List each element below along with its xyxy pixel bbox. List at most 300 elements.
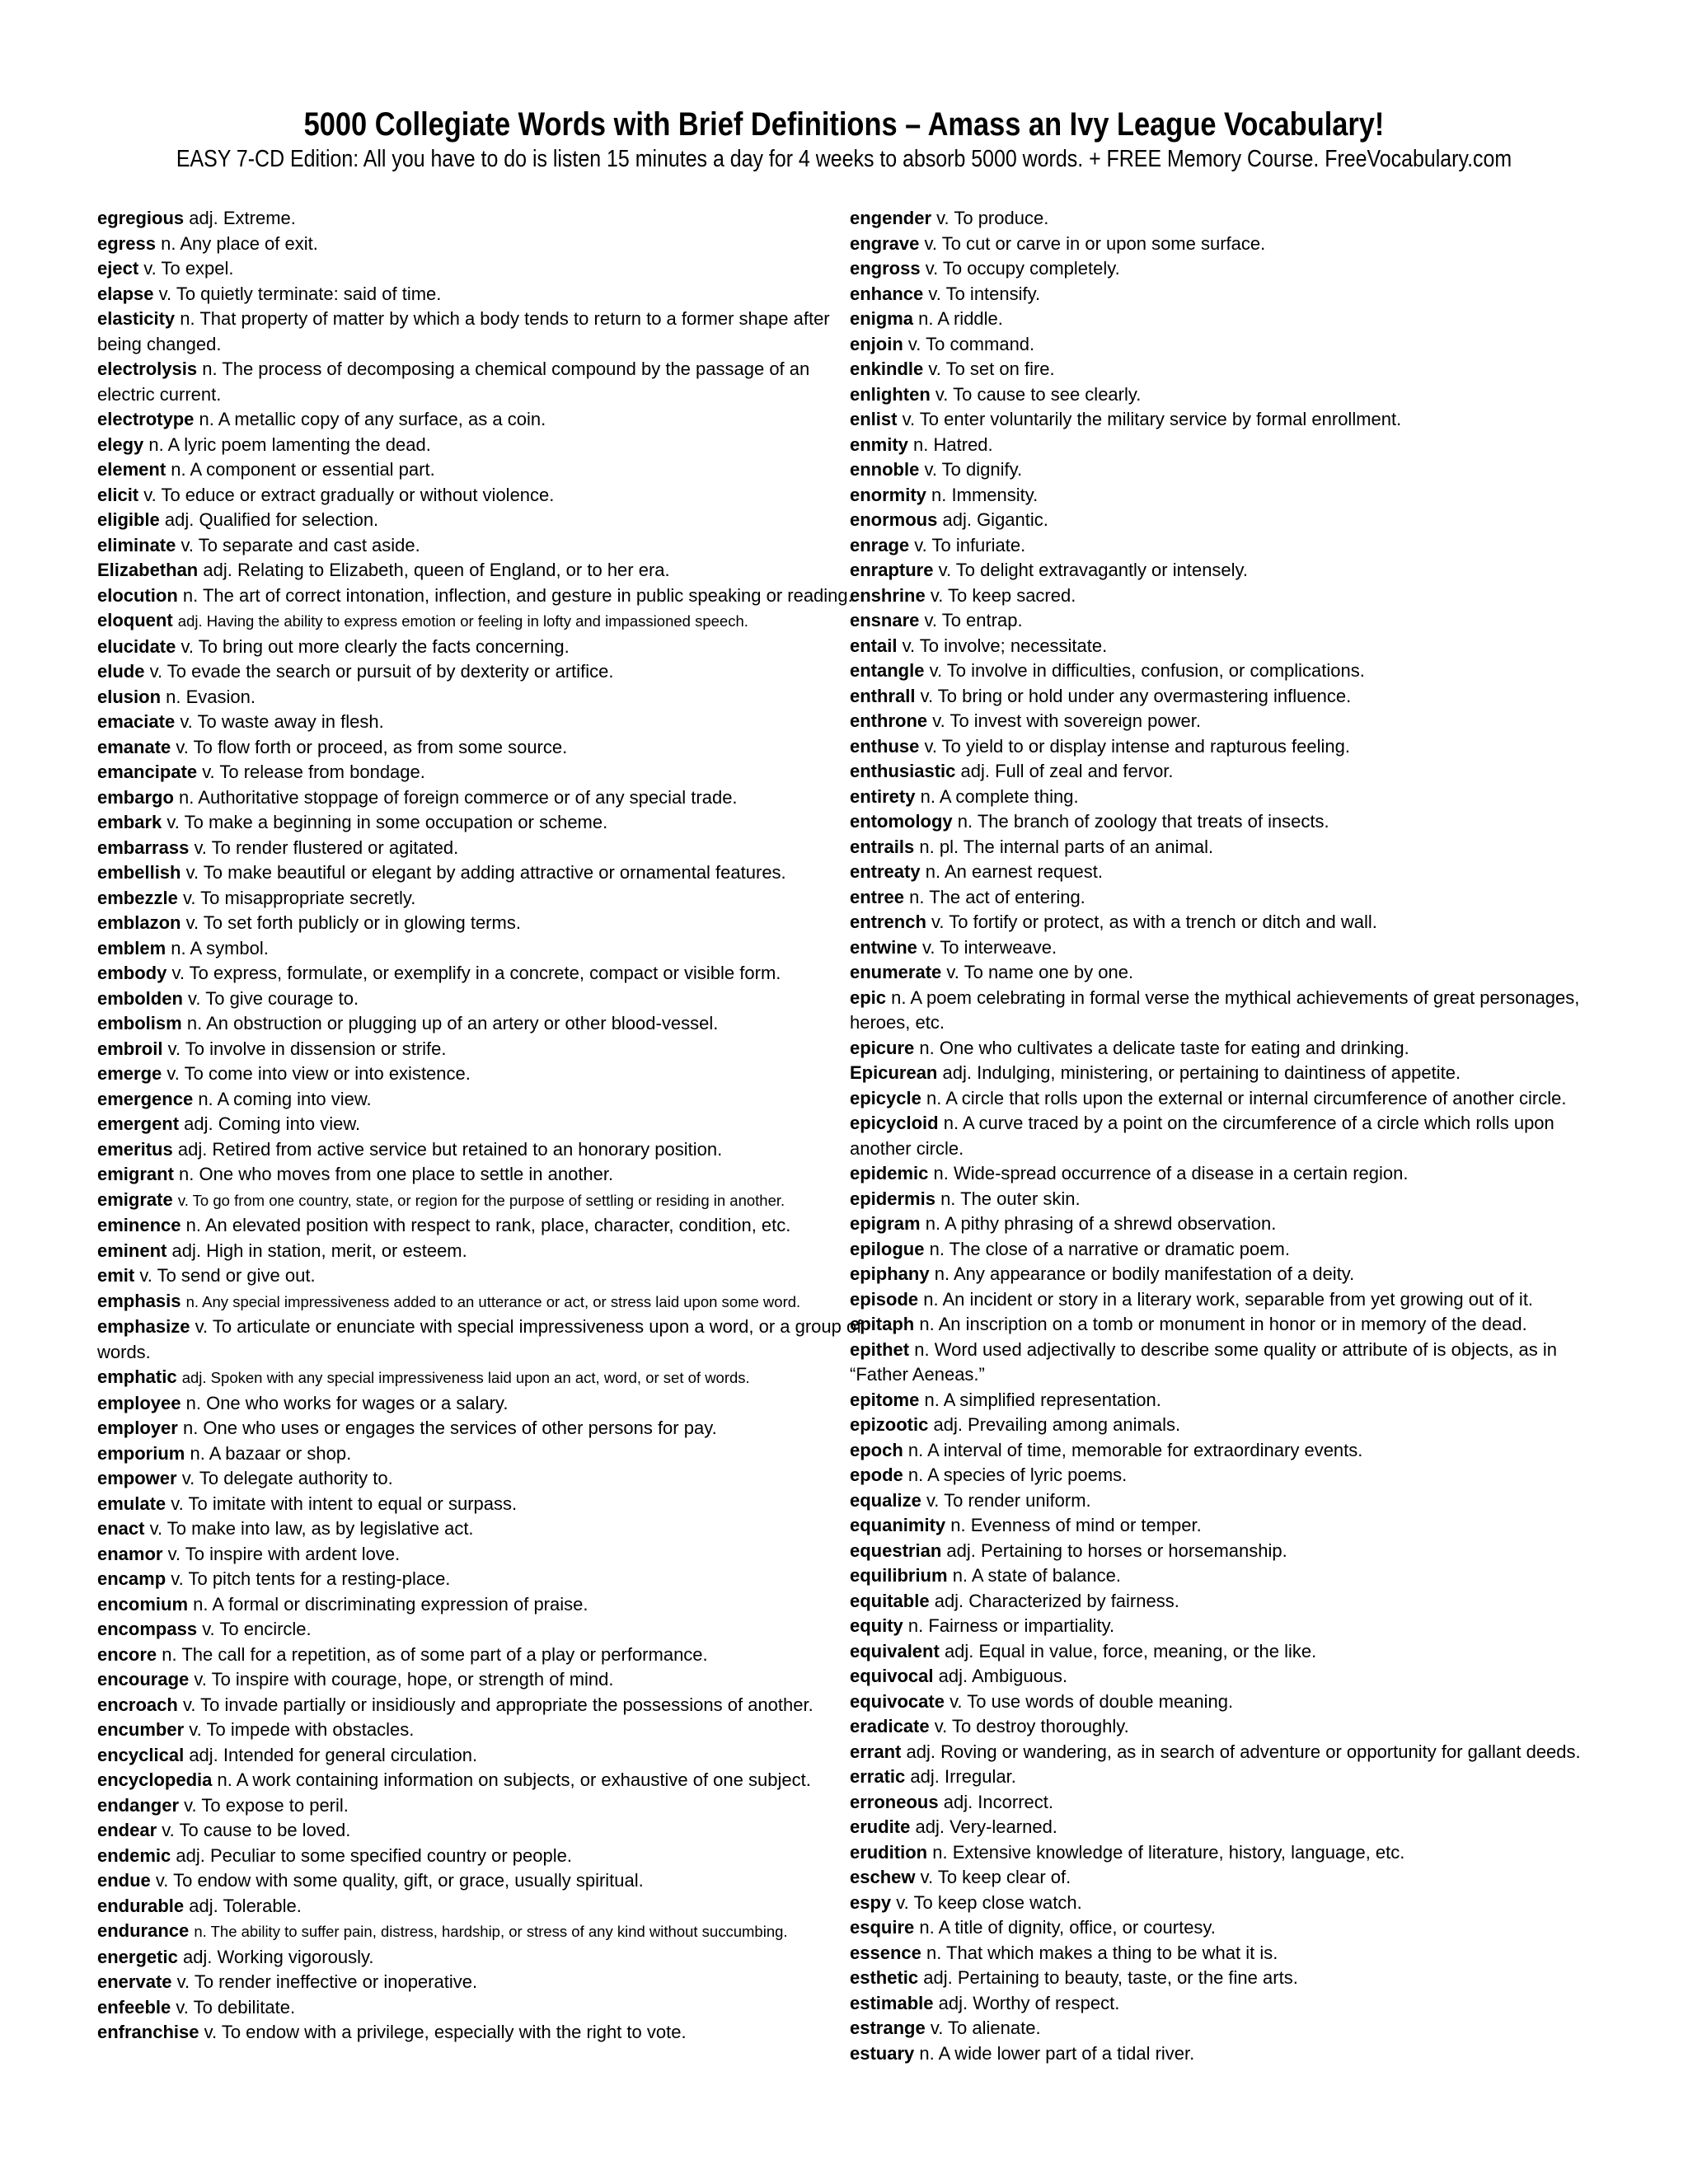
entry-word: enthrall xyxy=(850,685,916,706)
entry-definition: v. To set forth publicly or in glowing terms. xyxy=(185,912,521,933)
entry-definition: n. Any place of exit. xyxy=(161,232,318,254)
entry-definition: n. The branch of zoology that treats of insects. xyxy=(957,811,1329,832)
vocab-entry xyxy=(850,1790,1620,1816)
entry-definition: v. To educe or extract gradually or without violence. xyxy=(143,484,555,505)
entry-word: emigrant xyxy=(97,1164,174,1184)
entry-definition: v. To endow with some quality, gift, or grace, usually spiritual. xyxy=(155,1870,644,1891)
entry-definition: v. To invest with sovereign power. xyxy=(932,710,1201,731)
vocab-entry xyxy=(97,357,865,407)
entry-definition: n. The process of decomposing a chemical compound by the passage of an electric current. xyxy=(97,359,810,405)
entry-definition: n. Authoritative stoppage of foreign commerce or of any special trade. xyxy=(179,786,738,808)
entry-definition: n. The close of a narrative or dramatic poem. xyxy=(929,1238,1290,1259)
entry-word: electrolysis xyxy=(97,359,198,379)
vocab-entry xyxy=(850,809,1620,835)
entry-definition: n. One who works for wages or a salary. xyxy=(185,1392,509,1413)
entry-definition: adj. Characterized by fairness. xyxy=(934,1590,1179,1611)
right-column xyxy=(850,206,1620,2066)
entry-definition: adj. Pertaining to horses or horsemanship. xyxy=(946,1540,1287,1561)
vocab-entry xyxy=(97,1188,865,1214)
entry-word: entangle xyxy=(850,660,925,681)
entry-definition: v. To cut or carve in or upon some surface. xyxy=(924,232,1266,254)
vocab-entry xyxy=(97,1793,865,1819)
entry-word: erroneous xyxy=(850,1791,939,1812)
vocab-entry xyxy=(850,1639,1620,1665)
entry-definition: v. To render flustered or agitated. xyxy=(194,837,459,858)
entry-word: enormity xyxy=(850,484,926,505)
vocab-entry xyxy=(850,1413,1620,1438)
entry-word: enamor xyxy=(97,1543,163,1564)
entry-word: embroil xyxy=(97,1038,163,1059)
vocab-entry xyxy=(850,1815,1620,1840)
vocab-entry xyxy=(850,1463,1620,1488)
entry-word: egress xyxy=(97,232,156,254)
entry-definition: n. An inscription on a tomb or monument in honor or in memory of the dead. xyxy=(919,1314,1527,1334)
vocab-entry xyxy=(97,1667,865,1693)
vocab-entry xyxy=(97,1112,865,1137)
entry-word: elucidate xyxy=(97,635,176,657)
entry-definition: n. A species of lyric poems. xyxy=(907,1465,1128,1485)
entry-word: enjoin xyxy=(850,333,903,354)
vocab-entry xyxy=(850,1287,1620,1313)
entry-definition: v. To use words of double meaning. xyxy=(950,1690,1234,1712)
vocab-entry xyxy=(850,1664,1620,1690)
entry-definition: v. To impede with obstacles. xyxy=(189,1719,415,1740)
entry-word: epicure xyxy=(850,1037,915,1058)
entry-definition: v. To involve; necessitate. xyxy=(902,635,1108,656)
entry-word: embark xyxy=(97,812,162,832)
entry-word: equilibrium xyxy=(850,1565,948,1586)
entry-word: encumber xyxy=(97,1719,185,1740)
entry-definition: v. To waste away in flesh. xyxy=(180,711,384,732)
vocab-entry xyxy=(97,1239,865,1264)
vocab-entry xyxy=(850,910,1620,935)
entry-definition: n. An earnest request. xyxy=(925,861,1103,882)
vocab-entry xyxy=(850,1865,1620,1891)
vocab-entry xyxy=(850,1513,1620,1539)
entry-word: enrage xyxy=(850,534,910,555)
entry-definition: adj. Prevailing among animals. xyxy=(933,1414,1181,1435)
entry-word: encamp xyxy=(97,1568,166,1589)
vocab-entry xyxy=(850,960,1620,986)
entry-definition: n. The call for a repetition, as of some part of a play or performance. xyxy=(162,1643,708,1665)
vocab-entry xyxy=(850,382,1620,408)
vocab-entry xyxy=(850,407,1620,433)
entry-definition: v. To separate and cast aside. xyxy=(181,534,420,555)
entry-definition: adj. Irregular. xyxy=(910,1766,1016,1787)
entry-word: enlighten xyxy=(850,383,931,405)
vocab-entry xyxy=(97,407,865,433)
vocab-entry xyxy=(850,1966,1620,1991)
vocab-entry xyxy=(97,1516,865,1542)
entry-word: eloquent xyxy=(97,610,173,630)
entry-definition: n. A complete thing. xyxy=(920,785,1079,807)
entry-word: emergent xyxy=(97,1113,180,1134)
vocab-entry xyxy=(850,1991,1620,2017)
vocab-entry xyxy=(850,860,1620,885)
vocab-entry xyxy=(850,1086,1620,1112)
entry-definition: v. To delight extravagantly or intensely. xyxy=(938,560,1249,580)
entry-word: enigma xyxy=(850,308,914,329)
entry-word: equanimity xyxy=(850,1515,946,1535)
entry-definition: n. An obstruction or plugging up of an artery or other blood-vessel. xyxy=(186,1013,719,1033)
vocab-entry xyxy=(850,1563,1620,1589)
entry-word: embellish xyxy=(97,862,181,883)
entry-word: equitable xyxy=(850,1590,930,1611)
vocab-entry xyxy=(850,332,1620,358)
vocab-entry xyxy=(850,433,1620,458)
entry-word: erratic xyxy=(850,1766,906,1787)
entry-definition: v. To infuriate. xyxy=(914,534,1026,555)
vocab-entry xyxy=(97,936,865,962)
entry-word: encore xyxy=(97,1643,157,1665)
entry-word: epic xyxy=(850,987,887,1008)
entry-definition: v. To fortify or protect, as with a trench or ditch and wall. xyxy=(931,912,1377,932)
vocab-entry xyxy=(97,1162,865,1188)
vocab-entry xyxy=(97,659,865,685)
vocab-entry xyxy=(97,1743,865,1769)
entry-word: eminent xyxy=(97,1240,167,1261)
entry-definition: v. To expel. xyxy=(143,258,234,279)
entry-word: endear xyxy=(97,1820,157,1840)
entry-word: eschew xyxy=(850,1867,916,1887)
vocab-entry xyxy=(850,1237,1620,1263)
entry-definition: n. Extensive knowledge of literature, history, language, etc. xyxy=(932,1841,1405,1863)
entry-word: elusion xyxy=(97,686,162,707)
entry-word: Elizabethan xyxy=(97,560,199,580)
entry-word: emphatic xyxy=(97,1366,177,1387)
entry-definition: v. To send or give out. xyxy=(139,1265,316,1286)
entry-word: entree xyxy=(850,886,905,907)
entry-definition: v. To debilitate. xyxy=(176,1996,296,2018)
entry-definition: v. To command. xyxy=(907,333,1035,354)
vocab-entry xyxy=(97,1768,865,1793)
entry-word: estuary xyxy=(850,2042,915,2064)
entry-definition: adj. Spoken with any special impressiveness laid upon an act, word, or set of words. xyxy=(181,1369,750,1386)
entry-word: element xyxy=(97,459,166,480)
entry-definition: adj. Qualified for selection. xyxy=(164,509,379,530)
vocab-entry xyxy=(97,1441,865,1467)
vocab-entry xyxy=(97,457,865,483)
entry-definition: n. The ability to suffer pain, distress, hardship, or stress of any kind without succumbing. xyxy=(194,1923,788,1940)
entry-word: epicycloid xyxy=(850,1113,939,1133)
entry-definition: n. A simplified representation. xyxy=(924,1389,1161,1410)
vocab-entry xyxy=(850,1765,1620,1790)
vocab-entry xyxy=(97,810,865,836)
entry-definition: v. To articulate or enunciate with special impressiveness upon a word, or a group of words. xyxy=(97,1316,862,1362)
vocab-entry xyxy=(97,1263,865,1289)
entry-definition: n. An elevated position with respect to rank, place, character, condition, etc. xyxy=(185,1215,791,1235)
vocab-entry xyxy=(850,658,1620,684)
entry-word: elapse xyxy=(97,283,154,304)
vocab-entry xyxy=(850,232,1620,257)
vocab-entry xyxy=(97,1315,865,1365)
vocab-entry xyxy=(97,1365,865,1391)
vocab-entry xyxy=(97,685,865,710)
entry-word: Epicurean xyxy=(850,1062,938,1083)
vocab-entry xyxy=(850,357,1620,382)
entry-definition: n. A riddle. xyxy=(918,308,1003,329)
entry-word: eminence xyxy=(97,1215,181,1235)
vocab-entry xyxy=(97,232,865,257)
entry-definition: n. Evasion. xyxy=(166,686,256,707)
entry-definition: n. One who moves from one place to settle in another. xyxy=(179,1164,614,1184)
entry-word: embezzle xyxy=(97,887,178,908)
entry-word: enfranchise xyxy=(97,2022,199,2042)
vocab-entry xyxy=(850,282,1620,307)
entry-definition: n. A title of dignity, office, or courtesy. xyxy=(919,1917,1216,1938)
entry-word: emporium xyxy=(97,1442,185,1464)
entry-definition: v. To alienate. xyxy=(930,2018,1041,2038)
entry-definition: n. A component or essential part. xyxy=(171,459,435,480)
entry-definition: n. Evenness of mind or temper. xyxy=(950,1515,1202,1535)
page-title: 5000 Collegiate Words with Brief Definitions – Amass an Ivy League Vocabulary! xyxy=(303,106,1385,143)
vocab-entry xyxy=(97,1617,865,1643)
vocab-entry xyxy=(97,961,865,987)
entry-word: emeritus xyxy=(97,1138,173,1160)
entry-definition: v. To involve in dissension or strife. xyxy=(167,1038,447,1059)
entry-definition: n. Immensity. xyxy=(931,484,1039,505)
vocab-entry xyxy=(850,1338,1620,1388)
left-column xyxy=(97,206,865,2046)
entry-word: equalize xyxy=(850,1489,921,1511)
vocab-entry xyxy=(850,2016,1620,2041)
entry-definition: v. To enter voluntarily the military service by formal enrollment. xyxy=(902,409,1402,429)
vocab-entry xyxy=(97,760,865,785)
entry-word: esquire xyxy=(850,1917,915,1938)
vocab-entry xyxy=(850,1187,1620,1212)
entry-word: enormous xyxy=(850,509,938,530)
entry-word: embolism xyxy=(97,1013,182,1033)
entry-word: enmity xyxy=(850,434,908,455)
vocab-entry xyxy=(97,1416,865,1441)
entry-definition: v. To pitch tents for a resting-place. xyxy=(171,1568,451,1589)
entry-word: emit xyxy=(97,1265,135,1286)
entry-word: entrench xyxy=(850,912,926,932)
entry-definition: v. To make into law, as by legislative act. xyxy=(149,1518,474,1539)
vocab-entry xyxy=(850,608,1620,634)
entry-word: embarrass xyxy=(97,837,190,858)
entry-word: empower xyxy=(97,1468,177,1488)
vocab-entry xyxy=(97,1492,865,1517)
vocab-entry xyxy=(850,1614,1620,1639)
vocab-entry xyxy=(97,1693,865,1718)
vocab-entry xyxy=(97,1818,865,1844)
page-subtitle: EASY 7-CD Edition: All you have to do is listen 15 minutes a day for 4 weeks to absorb 5000 words. + FREE Memory Course. FreeVocabulary.com xyxy=(176,146,1512,172)
entry-word: emigrate xyxy=(97,1188,173,1210)
entry-definition: v. To name one by one. xyxy=(946,962,1134,982)
vocab-entry xyxy=(850,1488,1620,1514)
vocab-entry xyxy=(97,1567,865,1592)
entry-definition: n. A formal or discriminating expression of praise. xyxy=(193,1593,588,1615)
vocab-entry xyxy=(97,433,865,458)
entry-word: ensnare xyxy=(850,610,920,630)
entry-word: eradicate xyxy=(850,1716,930,1736)
entry-definition: n. pl. The internal parts of an animal. xyxy=(919,836,1214,857)
entry-definition: adj. High in station, merit, or esteem. xyxy=(171,1240,467,1261)
entry-word: equivocate xyxy=(850,1690,945,1712)
entry-word: epithet xyxy=(850,1338,910,1360)
entry-definition: n. One who cultivates a delicate taste for eating and drinking. xyxy=(919,1037,1409,1058)
vocab-entry xyxy=(850,307,1620,332)
vocab-entry xyxy=(850,1714,1620,1740)
entry-word: enlist xyxy=(850,409,898,429)
entry-word: endemic xyxy=(97,1844,171,1866)
entry-word: endanger xyxy=(97,1794,180,1816)
entry-definition: v. To entrap. xyxy=(924,610,1023,630)
entry-definition: adj. Gigantic. xyxy=(942,509,1048,530)
entry-word: embolden xyxy=(97,987,183,1009)
entry-word: espy xyxy=(850,1891,892,1913)
entry-word: emphasis xyxy=(97,1290,181,1311)
entry-word: estrange xyxy=(850,2018,926,2038)
entry-definition: v. To render ineffective or inoperative. xyxy=(176,1971,478,1992)
vocab-entry xyxy=(850,935,1620,961)
entry-word: emaciate xyxy=(97,711,176,732)
vocab-entry xyxy=(850,634,1620,659)
vocab-entry xyxy=(97,2020,865,2046)
entry-definition: n. The outer skin. xyxy=(940,1188,1081,1209)
entry-word: enumerate xyxy=(850,962,942,982)
entry-word: epilogue xyxy=(850,1238,925,1259)
vocab-entry xyxy=(97,508,865,533)
vocab-entry xyxy=(97,735,865,761)
entry-definition: n. A poem celebrating in formal verse the mythical achievements of great personages, heroes, etc. xyxy=(850,987,1580,1033)
entry-definition: n. A coming into view. xyxy=(198,1088,372,1109)
entry-definition: adj. Incorrect. xyxy=(943,1791,1053,1812)
entry-word: encyclopedia xyxy=(97,1769,213,1790)
vocab-entry xyxy=(97,785,865,811)
vocab-entry xyxy=(97,1643,865,1668)
vocab-entry xyxy=(97,1037,865,1062)
vocab-entry xyxy=(850,508,1620,533)
vocab-entry xyxy=(850,1111,1620,1161)
vocab-entry xyxy=(850,2041,1620,2067)
entry-definition: n. A symbol. xyxy=(171,937,269,958)
vocab-entry xyxy=(97,1844,865,1869)
entry-definition: adj. Relating to Elizabeth, queen of England, or to her era. xyxy=(203,560,670,580)
entry-word: ennoble xyxy=(850,459,920,480)
entry-definition: v. To cause to see clearly. xyxy=(935,383,1142,405)
entry-word: engross xyxy=(850,258,921,279)
vocab-entry xyxy=(97,860,865,886)
vocab-entry xyxy=(97,1919,865,1945)
entry-definition: n. That property of matter by which a body tends to return to a former shape after being changed. xyxy=(97,308,830,354)
vocab-entry xyxy=(97,1137,865,1163)
vocab-entry xyxy=(97,911,865,936)
entry-word: engender xyxy=(850,208,932,228)
entry-word: emergence xyxy=(97,1088,194,1109)
vocab-entry xyxy=(850,1539,1620,1564)
entry-definition: adj. Extreme. xyxy=(189,208,296,228)
vocab-entry xyxy=(97,635,865,660)
entry-word: elocution xyxy=(97,584,178,606)
entry-word: entrails xyxy=(850,836,915,857)
vocab-entry xyxy=(97,1087,865,1113)
entry-definition: adj. Full of zeal and fervor. xyxy=(960,761,1174,781)
entry-definition: n. A interval of time, memorable for extraordinary events. xyxy=(907,1439,1363,1460)
entry-definition: adj. Ambiguous. xyxy=(938,1666,1068,1686)
entry-definition: adj. Peculiar to some specified country or people. xyxy=(176,1844,572,1866)
entry-definition: n. The art of correct intonation, inflection, and gesture in public speaking or reading. xyxy=(182,584,853,606)
entry-word: encyclical xyxy=(97,1744,185,1765)
entry-definition: n. A metallic copy of any surface, as a coin. xyxy=(199,409,546,429)
entry-definition: adj. Very-learned. xyxy=(915,1816,1057,1837)
entry-word: entomology xyxy=(850,811,953,832)
vocab-entry xyxy=(97,558,865,583)
entry-definition: v. To release from bondage. xyxy=(202,762,425,782)
entry-word: epidermis xyxy=(850,1188,935,1209)
vocab-entry xyxy=(850,1840,1620,1866)
entry-definition: n. A work containing information on subjects, or exhaustive of one subject. xyxy=(217,1769,811,1790)
entry-word: entail xyxy=(850,635,898,656)
entry-definition: v. To expose to peril. xyxy=(184,1794,349,1816)
entry-word: enthusiastic xyxy=(850,761,956,781)
vocab-entry xyxy=(97,533,865,559)
vocab-entry xyxy=(97,1970,865,1995)
vocab-entry xyxy=(850,1589,1620,1615)
vocab-entry xyxy=(97,987,865,1012)
entry-definition: n. A lyric poem lamenting the dead. xyxy=(148,434,431,455)
entry-word: endurance xyxy=(97,1920,190,1941)
entry-word: entirety xyxy=(850,785,916,807)
entry-definition: v. To quietly terminate: said of time. xyxy=(158,283,442,304)
entry-word: epoch xyxy=(850,1439,903,1460)
vocab-entry xyxy=(850,558,1620,583)
vocab-entry xyxy=(97,1466,865,1492)
entry-word: electrotype xyxy=(97,409,195,429)
entry-word: equivalent xyxy=(850,1640,940,1661)
entry-word: erudite xyxy=(850,1816,911,1837)
vocab-entry xyxy=(850,1388,1620,1413)
entry-definition: adj. Having the ability to express emotion or feeling in lofty and impassioned speech. xyxy=(177,612,748,630)
entry-word: epitome xyxy=(850,1389,920,1410)
entry-definition: v. To delegate authority to. xyxy=(181,1468,393,1488)
entry-word: enshrine xyxy=(850,584,926,606)
vocab-entry xyxy=(850,1212,1620,1237)
vocab-entry xyxy=(97,710,865,735)
entry-definition: n. The act of entering. xyxy=(909,886,1085,907)
vocab-entry xyxy=(850,206,1620,232)
entry-word: encomium xyxy=(97,1593,189,1615)
vocab-entry xyxy=(850,1262,1620,1287)
entry-definition: adj. Retired from active service but retained to an honorary position. xyxy=(177,1138,723,1160)
entry-word: employee xyxy=(97,1392,181,1413)
vocab-entry xyxy=(850,986,1620,1036)
entry-definition: n. A curve traced by a point on the circumference of a circle which rolls upon another circle. xyxy=(850,1113,1554,1159)
entry-word: egregious xyxy=(97,208,185,228)
entry-definition: v. To destroy thoroughly. xyxy=(934,1716,1129,1736)
entry-word: employer xyxy=(97,1418,178,1438)
entry-word: equity xyxy=(850,1615,903,1636)
entry-definition: adj. Tolerable. xyxy=(189,1895,302,1916)
entry-word: enthrone xyxy=(850,710,928,731)
vocab-entry xyxy=(97,1542,865,1568)
entry-definition: v. To inspire with ardent love. xyxy=(167,1543,401,1564)
entry-definition: n. Any appearance or bodily manifestation of a deity. xyxy=(934,1263,1355,1284)
entry-definition: n. Any special impressiveness added to an utterance or act, or stress laid upon some word. xyxy=(185,1292,801,1310)
entry-definition: v. To set on fire. xyxy=(928,359,1055,379)
entry-definition: v. To bring or hold under any overmastering influence. xyxy=(920,685,1352,706)
vocab-entry xyxy=(850,256,1620,282)
entry-word: enfeeble xyxy=(97,1996,171,2018)
entry-word: elude xyxy=(97,661,145,682)
vocab-entry xyxy=(97,608,865,635)
entry-word: entreaty xyxy=(850,861,921,882)
entry-definition: v. To render uniform. xyxy=(926,1489,1091,1511)
entry-word: estimable xyxy=(850,1992,934,2013)
vocab-entry xyxy=(97,583,865,609)
entry-word: emancipate xyxy=(97,762,198,782)
